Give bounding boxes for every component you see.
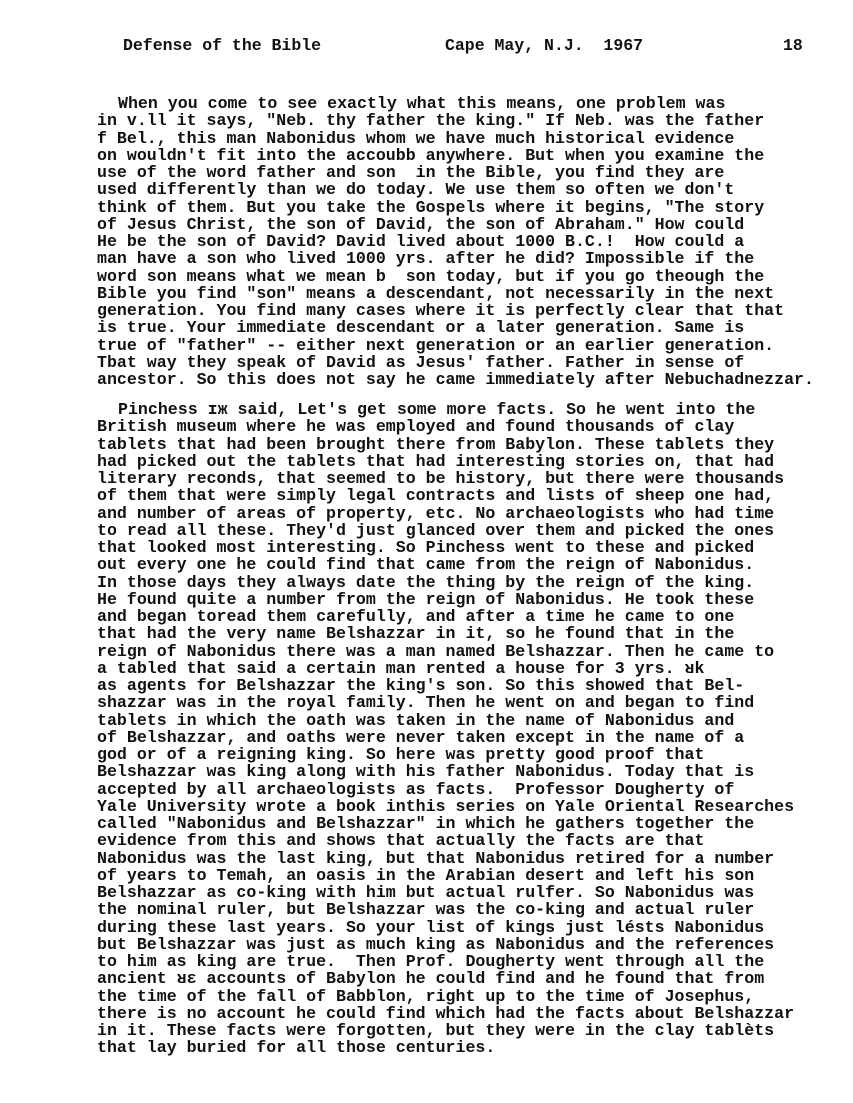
text-line: evidence from this and shows that actually the facts are that — [97, 831, 705, 851]
text-line: tablets in which the oath was taken in the name of Nabonidus and — [97, 710, 735, 730]
text-line: and began toread them carefully, and after a time he came to one — [97, 607, 735, 626]
text-line: accepted by all archaeologists as facts. Professor Dougherty of — [97, 779, 735, 799]
text-line: man have a son who lived 1000 yrs. after he did? Impossible if the — [97, 249, 755, 269]
text-line: f Bel., this man Nabonidus whom we have much historical evidence — [97, 128, 735, 148]
text-line: during these last years. So your list of kings just lésts Nabonidus — [97, 917, 765, 937]
text-line: of Jesus Christ, the son of David, the son of Abraham." How could — [97, 214, 745, 234]
text-line: word son means what we mean b son today, but if you go theough the — [97, 266, 765, 286]
text-line: and number of areas of property, etc. No archaeologists who had time — [97, 503, 775, 523]
text-line: that looked most interesting. So Pinchess went to these and picked — [97, 538, 755, 557]
text-line: called "Nabonidus and Belshazzar" in which he gathers together the — [97, 814, 755, 833]
text-line: used differently than we do today. We use them so often we don't — [97, 180, 735, 200]
text-line: that lay buried for all those centuries. — [97, 1038, 496, 1058]
text-line: on wouldn't fit into the accoubb anywhere. But when you examine the — [97, 145, 765, 165]
location-date: Cape May, N.J. 1967 — [445, 36, 644, 55]
document-title: Defense of the Bible — [123, 36, 322, 55]
paragraph-2 — [97, 401, 794, 1057]
text-line: is true. Your immediate descendant or a later generation. Same is — [97, 318, 745, 338]
text-line: think of them. But you take the Gospels where it begins, "The story — [97, 197, 765, 217]
text-line: a tabled that said a certain man rented a house for 3 yrs. ʁk — [97, 658, 705, 678]
text-line: in it. These facts were forgotten, but they were in the clay tablèts — [97, 1021, 775, 1040]
text-line: literary reconds, that seemed to be history, but there were thousands — [97, 469, 785, 488]
text-line: In those days they always date the thing by the reign of the king. — [97, 572, 755, 592]
text-line: Nabonidus was the last king, but that Nabonidus retired for a number — [97, 848, 775, 868]
text-line: ancestor. So this does not say he came immediately after Nebuchadnezzar. — [97, 370, 814, 389]
text-line: the nominal ruler, but Belshazzar was the co-king and actual ruler — [97, 900, 755, 920]
text-line: shazzar was in the royal family. Then he went on and began to find — [97, 693, 755, 713]
text-line: He be the son of David? David lived about 1000 B.C.! How could a — [97, 232, 745, 251]
text-line: god or of a reigning king. So here was pretty good proof that — [97, 745, 705, 764]
text-line: of Belshazzar, and oaths were never taken except in the name of a — [97, 727, 745, 747]
text-line: He found quite a number from the reign of Nabonidus. He took these — [97, 589, 755, 609]
text-line: of years to Temah, an oasis in the Arabian desert and left his son — [97, 865, 755, 885]
text-line: tablets that had been brought there from Babylon. These tablets they — [97, 434, 775, 454]
text-line: that had the very name Belshazzar in it, so he found that in the — [97, 624, 735, 644]
text-line: in v.ll it says, "Neb. thy father the king." If Neb. was the father — [97, 111, 765, 131]
paragraph-1 — [97, 95, 814, 388]
text-line: use of the word father and son in the Bible, you find they are — [97, 163, 725, 182]
text-line: When you come to see exactly what this means, one problem was — [118, 94, 726, 113]
text-line: British museum where he was employed and found thousands of clay — [97, 417, 735, 437]
text-line: true of "father" -- either next generation or an earlier generation. — [97, 335, 775, 355]
text-line: to read all these. They'd just glanced over them and picked the ones — [97, 520, 775, 540]
text-line: to him as king are true. Then Prof. Dougherty went through all the — [97, 952, 765, 971]
text-line: the time of the fall of Babblon, right up to the time of Josephus, — [97, 986, 755, 1006]
text-line: Tbat way they speak of David as Jesus' father. Father in sense of — [97, 352, 745, 372]
text-line: but Belshazzar was just as much king as Nabonidus and the references — [97, 934, 775, 954]
text-line: of them that were simply legal contracts and lists of sheep one had, — [97, 486, 775, 506]
text-line: had picked out the tablets that had interesting stories on, that had — [97, 451, 775, 471]
page-number: 18 — [783, 36, 803, 55]
text-line: reign of Nabonidus there was a man named Belshazzar. Then he came to — [97, 641, 775, 661]
text-line: Belshazzar as co-king with him but actual rulfer. So Nabonidus was — [97, 883, 755, 902]
text-line: ancient ʁɛ accounts of Babylon he could find and he found that from — [97, 969, 765, 989]
text-line: Pinchess ɪж said, Let's get some more facts. So he went into the — [118, 400, 756, 419]
text-line: out every one he could find that came from the reign of Nabonidus. — [97, 555, 755, 575]
text-line: Belshazzar was king along with his father Nabonidus. Today that is — [97, 762, 755, 782]
text-line: there is no account he could find which had the facts about Belshazzar — [97, 1003, 795, 1023]
text-line: generation. You find many cases where it is perfectly clear that that — [97, 301, 785, 320]
text-line: as agents for Belshazzar the king's son. So this showed that Bel- — [97, 676, 745, 695]
text-line: Bible you find "son" means a descendant, not necessarily in the next — [97, 283, 775, 303]
text-line: Yale University wrote a book inthis series on Yale Oriental Researches — [97, 796, 795, 816]
